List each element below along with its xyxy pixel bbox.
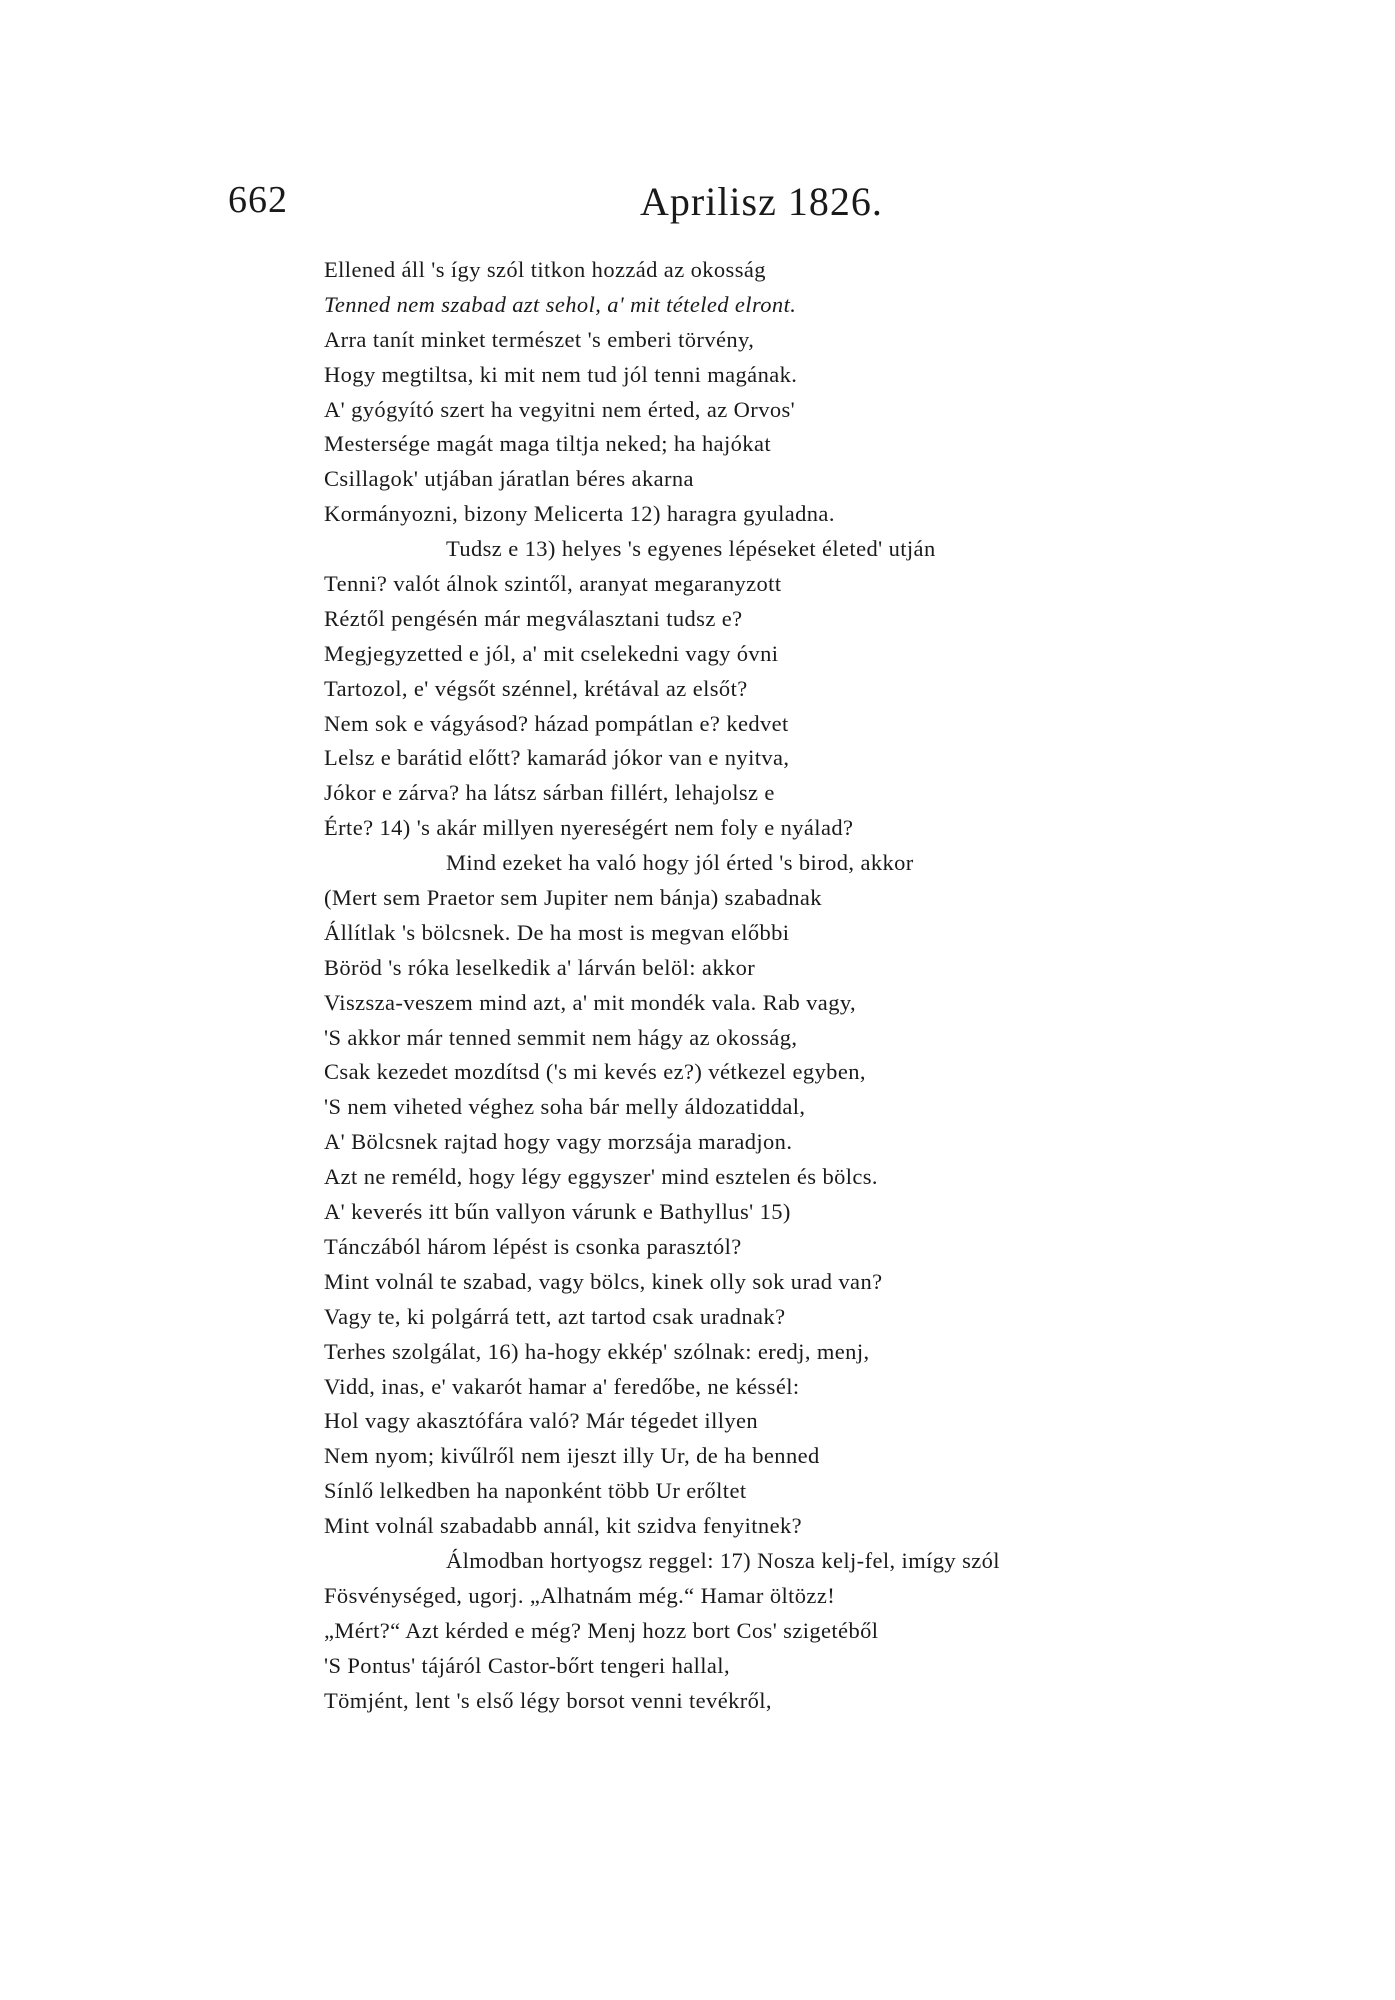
poem-line: Tenni? valót álnok szintől, aranyat megaranyzott [324, 571, 782, 597]
poem-line: Csak kezedet mozdítsd ('s mi kevés ez?) vétkezel egyben, [324, 1059, 866, 1085]
poem-line: Hol vagy akasztófára való? Már tégedet illyen [324, 1408, 759, 1434]
poem-line: Arra tanít minket természet 's emberi törvény, [324, 326, 755, 352]
poem-line: Tartozol, e' végsőt szénnel, krétával az elsőt? [324, 675, 748, 701]
poem-line: (Mert sem Praetor sem Jupiter nem bánja) szabadnak [324, 885, 822, 911]
poem-line: Terhes szolgálat, 16) ha-hogy ekkép' szólnak: eredj, menj, [324, 1338, 870, 1364]
poem-line: Fösvénységed, ugorj. „Alhatnám még.“ Hamar öltözz! [324, 1582, 836, 1608]
poem-line: Tenned nem szabad azt sehol, a' mit tételed elront. [324, 291, 797, 317]
poem-line: Hogy megtiltsa, ki mit nem tud jól tenni magának. [324, 361, 798, 387]
poem-line: A' keverés itt bűn vallyon várunk e Bathyllus' 15) [324, 1199, 791, 1225]
poem-line: Jókor e zárva? ha látsz sárban fillért, lehajolsz e [324, 780, 775, 806]
poem-line: Lelsz e barátid előtt? kamarád jókor van e nyitva, [324, 745, 790, 771]
poem-line: Tudsz e 13) helyes 's egyenes lépéseket életed' utján [446, 536, 936, 562]
poem-line: Azt ne reméld, hogy légy eggyszer' mind esztelen és bölcs. [324, 1164, 878, 1190]
poem-line: Álmodban hortyogsz reggel: 17) Nosza kelj-fel, imígy szól [446, 1547, 1000, 1573]
poem-line: Böröd 's róka leselkedik a' lárván belöl: akkor [324, 954, 756, 980]
running-title: Aprilisz 1826. [640, 179, 883, 224]
poem-line: Vidd, inas, e' vakarót hamar a' feredőbe, ne késsél: [324, 1373, 800, 1399]
poem-line: Mint volnál te szabad, vagy bölcs, kinek olly sok urad van? [324, 1268, 883, 1294]
poem-line: Tánczából három lépést is csonka parasztól? [324, 1233, 742, 1259]
poem-line: 'S Pontus' tájáról Castor-bőrt tengeri hallal, [324, 1652, 730, 1678]
poem-line: Réztől pengésén már megválasztani tudsz e? [324, 605, 743, 631]
poem-line: Nem nyom; kivűlről nem ijeszt illy Ur, de ha benned [324, 1443, 820, 1469]
poem-line: 'S nem viheted véghez soha bár melly áldozatiddal, [324, 1094, 806, 1120]
poem-line: A' gyógyító szert ha vegyitni nem érted, az Orvos' [324, 396, 796, 422]
poem-line: Viszsza-veszem mind azt, a' mit mondék vala. Rab vagy, [324, 989, 857, 1015]
page-number: 662 [228, 179, 288, 221]
poem-line: Mint volnál szabadabb annál, kit szidva fenyitnek? [324, 1513, 802, 1539]
poem-text-block [324, 253, 1324, 1718]
poem-line: Sínlő lelkedben ha naponként több Ur erőltet [324, 1478, 747, 1504]
poem-line: Mestersége magát maga tiltja neked; ha hajókat [324, 431, 771, 457]
poem-line: Mind ezeket ha való hogy jól érted 's birod, akkor [446, 850, 914, 876]
poem-line: „Mért?“ Azt kérded e még? Menj hozz bort Cos' szigetéből [324, 1617, 879, 1643]
poem-line: Kormányozni, bizony Melicerta 12) haragra gyuladna. [324, 501, 835, 527]
poem-line: Tömjént, lent 's első légy borsot venni tevékről, [324, 1687, 772, 1713]
poem-line: A' Bölcsnek rajtad hogy vagy morzsája maradjon. [324, 1129, 793, 1155]
poem-line: Csillagok' utjában járatlan béres akarna [324, 466, 694, 492]
poem-line: Megjegyzetted e jól, a' mit cselekedni vagy óvni [324, 640, 779, 666]
poem-line: Ellened áll 's így szól titkon hozzád az okosság [324, 257, 766, 282]
poem-line: Érte? 14) 's akár millyen nyereségért nem foly e nyálad? [324, 815, 854, 841]
poem-line: Vagy te, ki polgárrá tett, azt tartod csak uradnak? [324, 1303, 786, 1329]
page-header [0, 178, 1395, 238]
poem-line: 'S akkor már tenned semmit nem hágy az okosság, [324, 1024, 798, 1050]
poem-line: Nem sok e vágyásod? házad pompátlan e? kedvet [324, 710, 789, 736]
poem-line: Állítlak 's bölcsnek. De ha most is megvan előbbi [324, 919, 790, 945]
